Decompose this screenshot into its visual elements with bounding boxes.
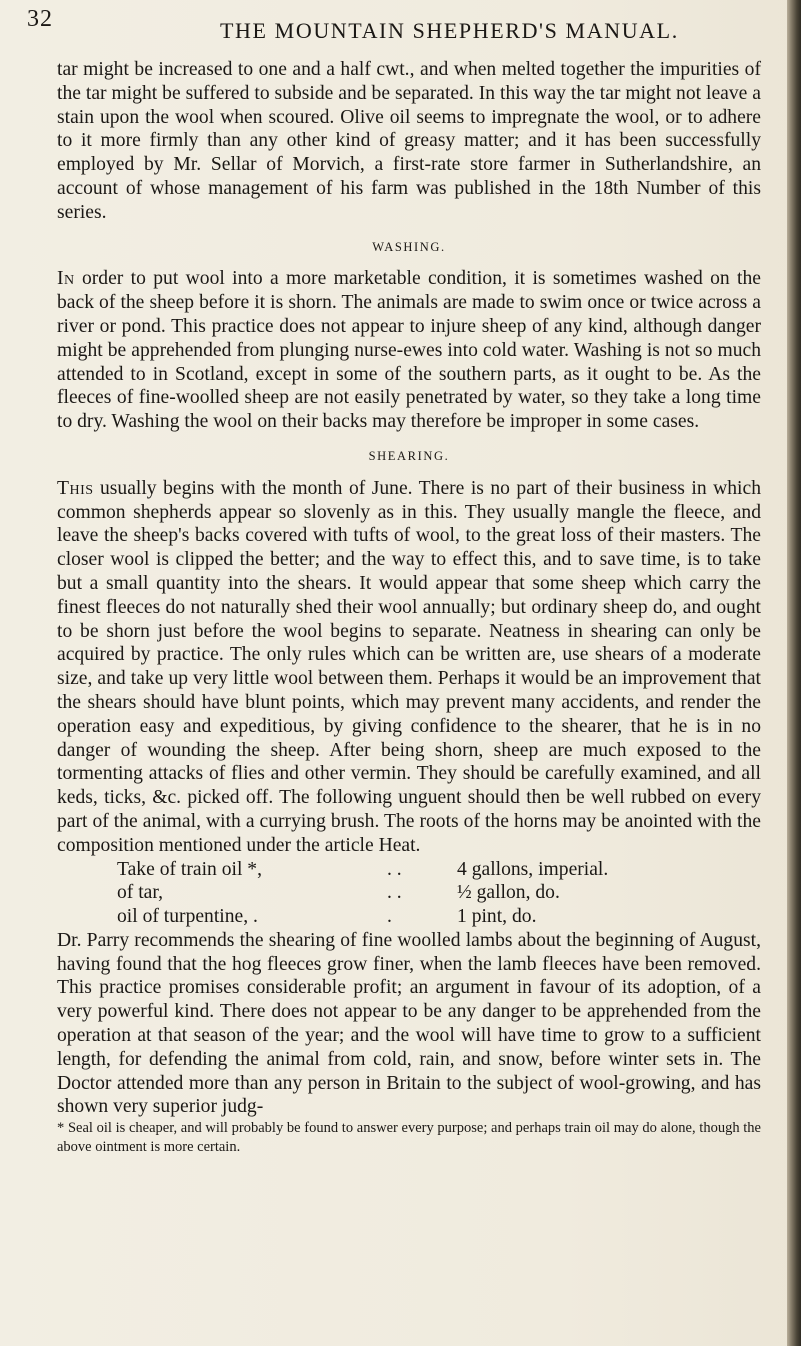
recipe-leader: . — [387, 906, 392, 928]
page-number: 32 — [27, 6, 53, 32]
washing-heading: WASHING. — [372, 239, 446, 254]
washing-paragraph — [57, 267, 761, 434]
recipe-ingredient: of tar, — [117, 882, 163, 904]
recipe-quantity: 4 gallons, imperial. — [457, 858, 609, 880]
shearing-text: usually begins with the month of June. There is no part of their business in which common shepherds appear so slovenly as in this. They usually mangle the fleece, and leave the sheep's backs covered with tufts of wool, to the great loss of their masters. The closer wool is clipped the better; and the way to effect this, and to save time, is to take but a small quantity into the shears. It would appear that some sheep which carry the finest fleeces do not naturally shed their wool annually; but ordinary sheep do, and ought to be shorn just before the wool begins to separate. Neatness in shearing can only be acquired by practice. The only rules which can be written are, use shears of a moderate size, and take up very little wool between them. Perhaps it would be an improvement that the shears should have blunt points, which may prevent many accidents, and render the operation easy and expeditious, by giving confidence to the shearer, that he is in no danger of wounding the sheep. After being shorn, sheep are much exposed to the tormenting attacks of flies and other vermin. They should be carefully examined, and all keds, ticks, &c. picked off. The following unguent should then be well rubbed on every part of the animal, with a currying brush. The roots of the horns may be anointed with the composition mentioned under the article Heat. — [57, 477, 761, 856]
running-title: THE MOUNTAIN SHEPHERD'S MANUAL. — [220, 18, 679, 43]
recipe-leader: . . — [387, 858, 402, 880]
recipe-ingredient: Take of train oil *, — [117, 858, 262, 880]
shearing-paragraph — [57, 477, 761, 858]
recipe-row — [57, 858, 761, 882]
washing-text: order to put wool into a more marketable condition, it is sometimes washed on the back of the sheep before it is shorn. The animals are made to swim once or twice across a river or pond. This practice does not appear to injure sheep of any kind, although danger might be apprehended from plunging nurse-ewes into cold water. Washing is not so much attended to in Scotland, except in some of the southern parts, as it ought to be. As the fleeces of fine-woolled sheep are not easily penetrated by water, so they take a long time to dry. Washing the wool on their backs may therefore be improper in some cases. — [57, 268, 761, 433]
intro-paragraph: tar might be increased to one and a half cwt., and when melted together the impurities of the tar might be suffered to subside and be separated. In this way the tar might not leave a stain upon the wool when scoured. Olive oil seems to impregnate the wool, or to adhere to it more firmly than any other kind of greasy matter; and it has been successfully employed by Mr. Sellar of Morvich, a first-rate store farmer in Sutherlandshire, an account of whose management of his farm was published in the 18th Number of this series. — [57, 59, 761, 223]
recipe-row — [57, 881, 761, 905]
recipe-ingredient: oil of turpentine, . — [117, 906, 258, 928]
recipe-quantity: ½ gallon, do. — [457, 882, 560, 904]
recipe-leader: . . — [387, 882, 402, 904]
shearing-heading: SHEARING. — [368, 448, 450, 463]
book-spine-edge — [787, 0, 801, 1346]
recipe-row — [57, 905, 761, 929]
page-header — [0, 6, 801, 46]
shearing-first-word: This — [57, 477, 94, 499]
footnote: * Seal oil is cheaper, and will probably be found to answer every purpose; and perhaps train oil may do alone, though the above ointment is more certain. — [57, 1120, 761, 1156]
unguent-recipe — [57, 858, 761, 929]
page-body — [57, 58, 761, 1157]
recipe-quantity: 1 pint, do. — [457, 906, 537, 928]
washing-first-word: In — [57, 268, 75, 290]
parry-paragraph: Dr. Parry recommends the shearing of fine woolled lambs about the beginning of August, having found that the hog fleeces grow finer, when the lamb fleeces have been removed. This practice promises considerable profit; an argument in favour of its adoption, of a very powerful kind. There does not appear to be any danger to be apprehended from the operation at that season of the year; and the wool will have time to grow to a sufficient length, for defending the animal from cold, rain, and snow, before winter sets in. The Doctor attended more than any person in Britain to the subject of wool-growing, and has shown very superior judg- — [57, 929, 761, 1118]
